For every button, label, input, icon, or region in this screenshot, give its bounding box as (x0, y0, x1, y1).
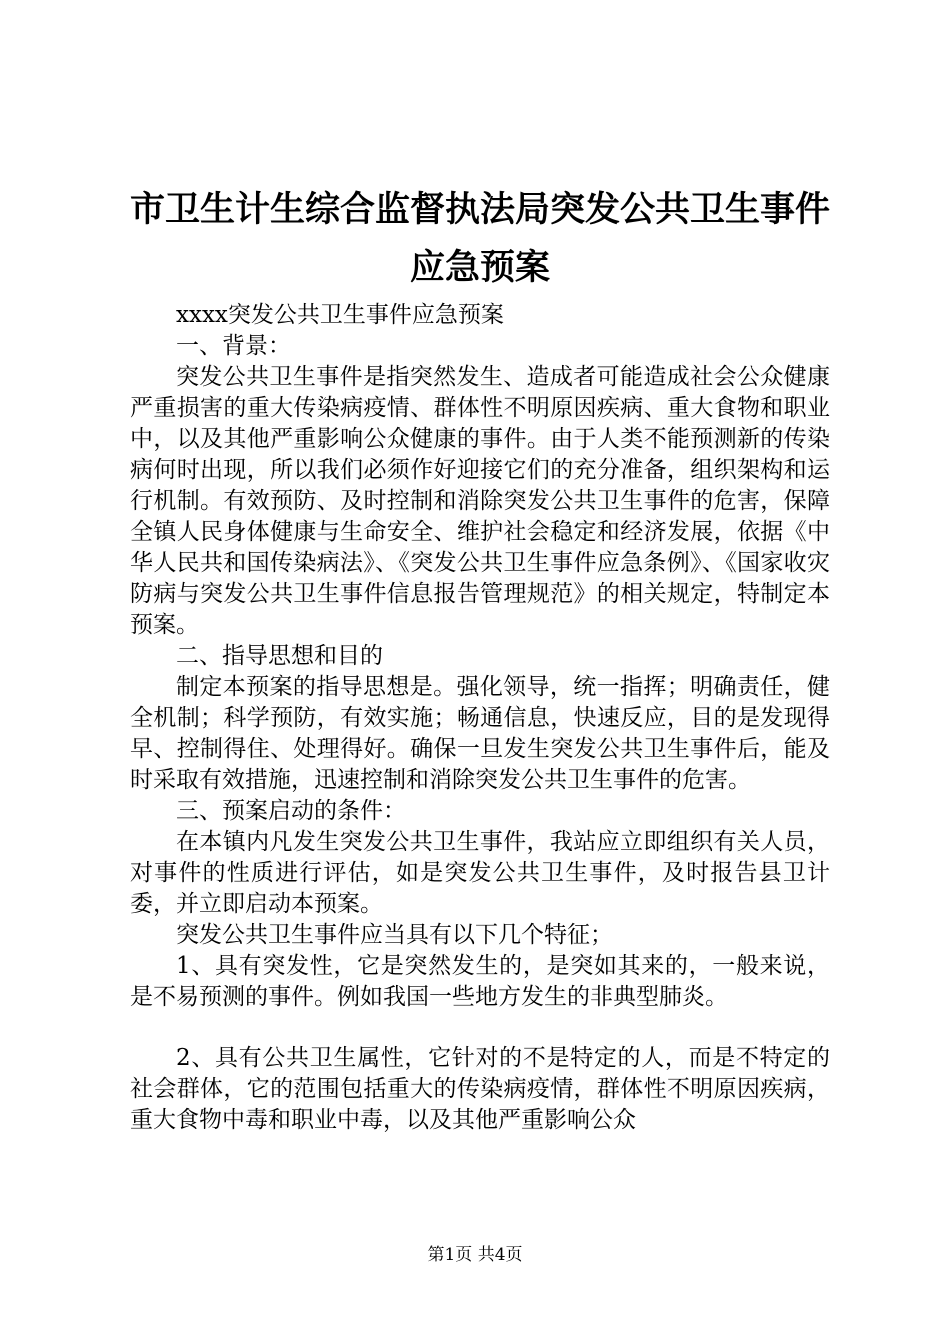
page-footer: 第1页 共4页 (427, 1245, 523, 1265)
paragraph-subtitle: xxxx突发公共卫生事件应急预案 (176, 302, 504, 328)
paragraph-feature-1: 1、具有突发性，它是突然发生的，是突如其来的，一般来说，是不易预测的事件。例如我国一些地方发生的非典型肺炎。 (130, 953, 830, 1010)
document-title-line2: 应急预案 (409, 248, 550, 288)
heading-guiding-ideology: 二、指导思想和目的 (176, 643, 383, 669)
paragraph-guiding-ideology: 制定本预案的指导思想是。强化领导，统一指挥；明确责任，健全机制；科学预防，有效实施；畅通信息，快速反应，目的是发现得早、控制得住、处理得好。确保一旦发生突发公共卫生事件后，能及时采取有效措施，迅速控制和消除突发公共卫生事件的危害。 (130, 674, 830, 793)
paragraph-activation-conditions: 在本镇内凡发生突发公共卫生事件，我站应立即组织有关人员，对事件的性质进行评估，如是突发公共卫生事件，及时报告县卫计委，并立即启动本预案。 (130, 829, 830, 917)
paragraph-gap (130, 1013, 830, 1043)
document-title-line1: 市卫生计生综合监督执法局突发公共卫生事件 (129, 190, 830, 230)
paragraph-background: 突发公共卫生事件是指突然发生、造成者可能造成社会公众健康严重损害的重大传染病疫情、群体性不明原因疾病、重大食物和职业中，以及其他严重影响公众健康的事件。由于人类不能预测新的传染病何时出现，所以我们必须作好迎接它们的充分准备，组织架构和运行机制。有效预防、及时控制和消除突发公共卫生事件的危害，保障全镇人民身体健康与生命安全、维护社会稳定和经济发展，依据《中华人民共和国传染病法》、《突发公共卫生事件应急条例》、《国家收灾防病与突发公共卫生事件信息报告管理规范》的相关规定，特制定本预案。 (130, 364, 830, 638)
heading-background: 一、背景： (176, 333, 291, 359)
paragraph-feature-2: 2、具有公共卫生属性，它针对的不是特定的人，而是不特定的社会群体，它的范围包括重大的传染病疫情，群体性不明原因疾病，重大食物中毒和职业中毒，以及其他严重影响公众 (130, 1045, 830, 1133)
paragraph-features-intro: 突发公共卫生事件应当具有以下几个特征； (176, 922, 613, 948)
document-body (130, 300, 830, 1136)
heading-activation-conditions: 三、预案启动的条件： (176, 798, 406, 824)
